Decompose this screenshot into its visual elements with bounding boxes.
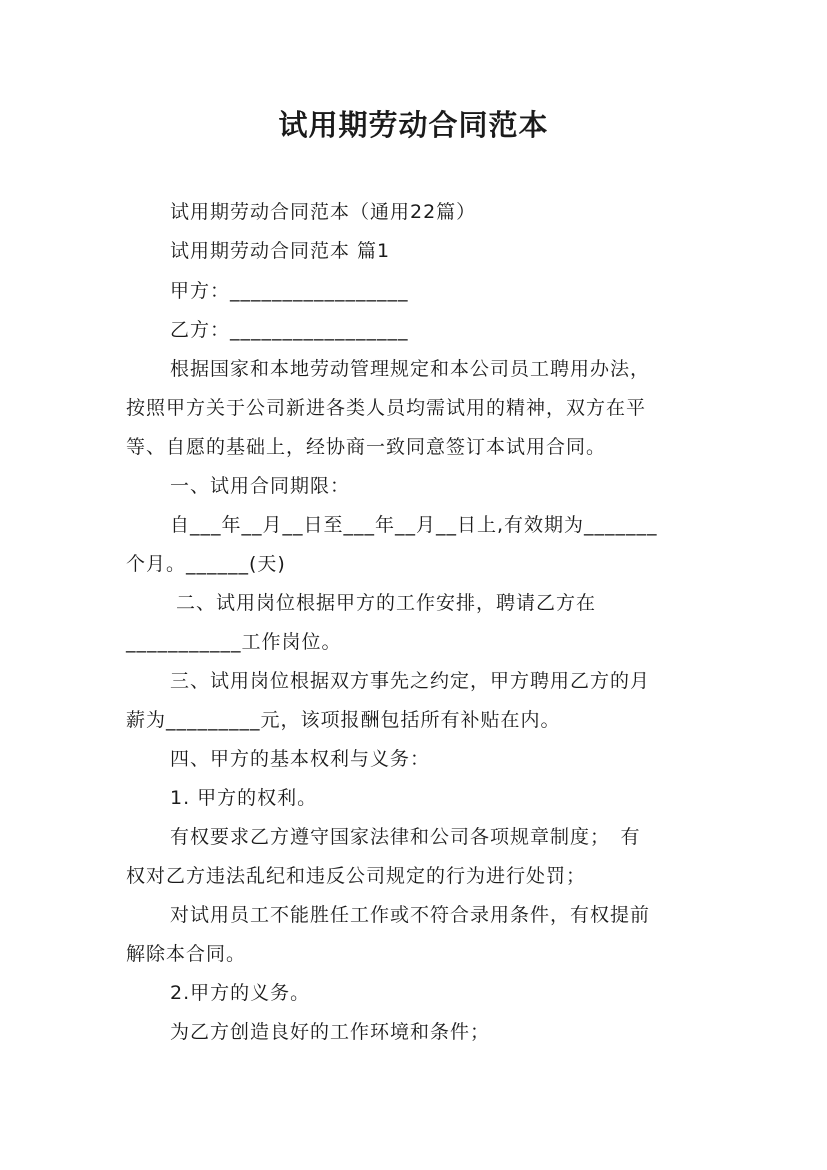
body-paragraph-line: 等、自愿的基础上，经协商一致同意签订本试用合同。	[126, 436, 607, 458]
clause-heading: 一、试用合同期限：	[170, 475, 351, 497]
body-paragraph-line: 有权要求乙方遵守国家法律和公司各项规章制度； 有	[170, 826, 641, 848]
subtitle-line: 试用期劳动合同范本（通用22篇）	[170, 201, 477, 223]
body-paragraph-line: 个月。______(天)	[126, 553, 286, 575]
body-paragraph-line: 自___年__月__日至___年__月__日上,有效期为_______	[170, 514, 658, 536]
sub-heading: 2.甲方的义务。	[170, 982, 311, 1004]
body-paragraph-line: 根据国家和本地劳动管理规定和本公司员工聘用办法，	[170, 358, 651, 380]
body-paragraph-line: 解除本合同。	[126, 943, 247, 965]
section-heading: 试用期劳动合同范本 篇1	[170, 240, 391, 262]
body-paragraph-line: 为乙方创造良好的工作环境和条件；	[170, 1021, 491, 1043]
body-paragraph-line: 按照甲方关于公司新进各类人员均需试用的精神，双方在平	[126, 397, 647, 419]
body-paragraph-line: 薪为_________元，该项报酬包括所有补贴在内。	[126, 709, 561, 731]
body-paragraph-line: 二、试用岗位根据甲方的工作安排，聘请乙方在	[176, 592, 597, 614]
body-paragraph-line: 权对乙方违法乱纪和违反公司规定的行为进行处罚；	[126, 865, 587, 887]
party-a-line: 甲方：_________________	[170, 280, 409, 302]
sub-heading: 1. 甲方的权利。	[170, 787, 318, 809]
body-paragraph-line: ___________工作岗位。	[126, 631, 342, 653]
party-b-line: 乙方：_________________	[170, 319, 409, 341]
body-paragraph-line: 三、试用岗位根据双方事先之约定，甲方聘用乙方的月	[170, 670, 651, 692]
body-paragraph-line: 对试用员工不能胜任工作或不符合录用条件，有权提前	[170, 904, 651, 926]
document-title: 试用期劳动合同范本	[278, 108, 549, 142]
clause-heading: 四、甲方的基本权利与义务：	[170, 748, 431, 770]
